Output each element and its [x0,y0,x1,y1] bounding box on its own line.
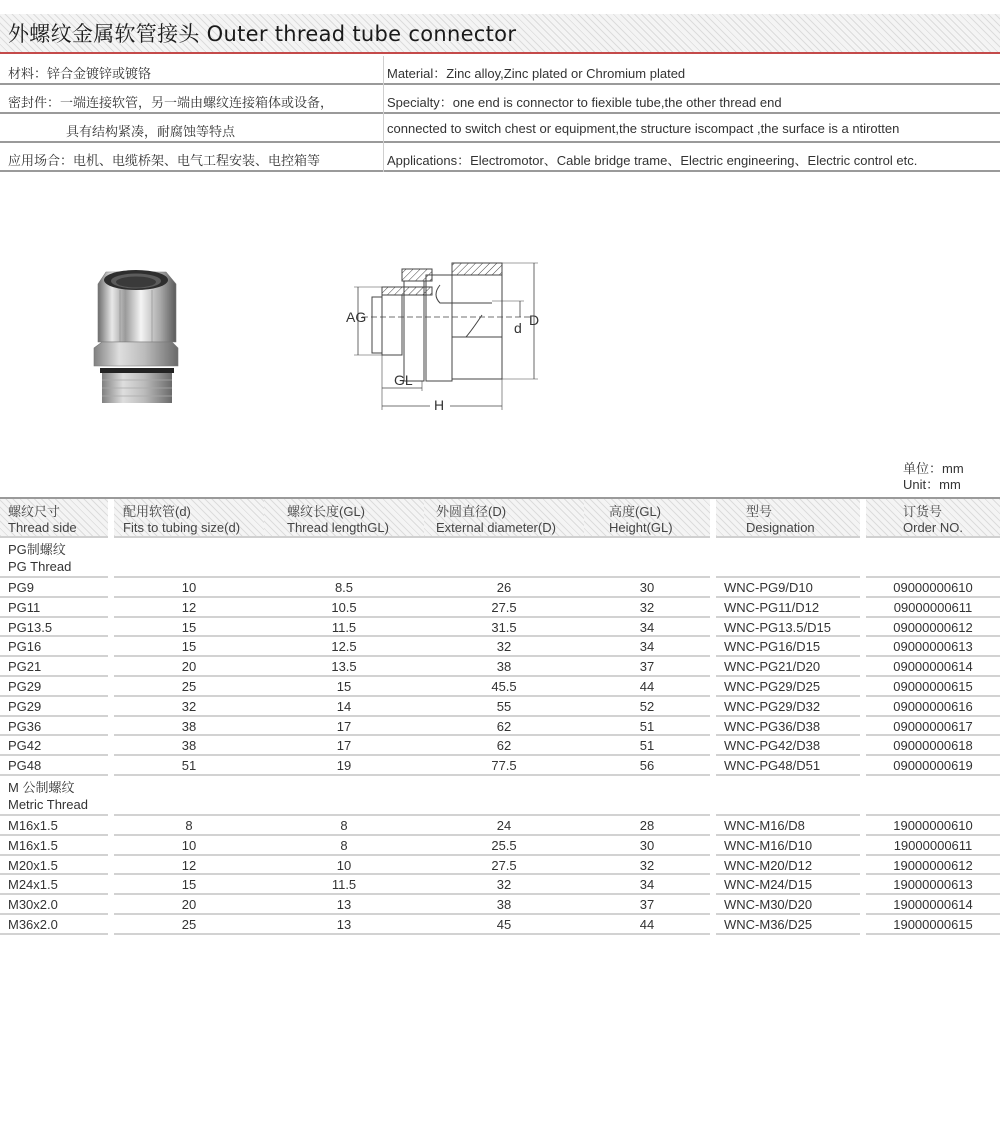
cell-thread-length: 15 [264,677,424,697]
cell-tubing-size: 12 [114,598,264,618]
cell-thread-length: 17 [264,736,424,756]
cell-order-no: 09000000618 [866,736,1000,756]
cell-thread-length: 14 [264,697,424,717]
product-photo [92,262,180,412]
cell-height: 34 [584,618,710,638]
cell-designation: WNC-PG9/D10 [716,578,860,598]
cell-external-diameter: 38 [424,895,584,915]
label-gl: GL [394,372,413,388]
label-d-inner: d [514,320,522,336]
cell-tubing-size: 15 [114,618,264,638]
label-ag: AG [346,309,367,325]
table-row [0,756,1000,776]
cell-order-no: 09000000611 [866,598,1000,618]
header-en: Designation [746,520,815,535]
cell-tubing-size: 38 [114,736,264,756]
cell-tubing-size: 25 [114,677,264,697]
cell-order-no: 09000000612 [866,618,1000,638]
cell-tubing-size: 38 [114,717,264,737]
cell-order-no: 19000000610 [866,816,1000,836]
cell-thread-length: 11.5 [264,875,424,895]
cell-thread-length: 8 [264,816,424,836]
cell-thread-side: M16x1.5 [0,816,108,836]
divider [383,85,384,114]
info-row-specialty [0,85,1000,114]
info-row-applications [0,143,1000,172]
cell-thread-side: PG16 [0,637,108,657]
cell-height: 51 [584,717,710,737]
group-row [0,776,1000,816]
cell-external-diameter: 25.5 [424,836,584,856]
cell-external-diameter: 62 [424,717,584,737]
cell-external-diameter: 32 [424,637,584,657]
cell-thread-side: PG9 [0,578,108,598]
cell-tubing-size: 10 [114,578,264,598]
info-en: Material：Zinc alloy,Zinc plated or Chromium plated [387,66,686,81]
cell-order-no: 19000000614 [866,895,1000,915]
cell-external-diameter: 26 [424,578,584,598]
cell-order-no: 19000000615 [866,915,1000,935]
table-row [0,736,1000,756]
header-en: Thread side [8,520,77,535]
cell-thread-length: 11.5 [264,618,424,638]
cell-order-no: 09000000610 [866,578,1000,598]
table-row [0,816,1000,836]
info-row-specialty-cont [0,114,1000,143]
info-en: Specialty：one end is connector to fiexible tube,the other thread end [387,95,782,110]
cell-thread-side: M16x1.5 [0,836,108,856]
cell-thread-side: PG29 [0,697,108,717]
cell-order-no: 19000000613 [866,875,1000,895]
table-row [0,875,1000,895]
cell-designation: WNC-M30/D20 [716,895,860,915]
unit-en: Unit：mm [903,477,961,492]
info-en: Applications：Electromotor、Cable bridge trame、Electric engineering、Electric control etc. [387,153,918,168]
header-cn: 螺纹长度(GL) [287,504,366,519]
cell-height: 51 [584,736,710,756]
cell-height: 37 [584,895,710,915]
cell-external-diameter: 31.5 [424,618,584,638]
info-en: connected to switch chest or equipment,the structure iscompact ,the surface is a ntirotten [387,121,900,136]
cell-designation: WNC-PG29/D32 [716,697,860,717]
cell-tubing-size: 51 [114,756,264,776]
header-order-no [866,499,1000,538]
header-en: Height(GL) [609,520,673,535]
group-label-en: Metric Thread [8,796,88,812]
cell-thread-side: PG11 [0,598,108,618]
cell-designation: WNC-PG36/D38 [716,717,860,737]
table-row [0,618,1000,638]
drawing-svg [342,255,552,415]
cell-thread-length: 17 [264,717,424,737]
group-label-en: PG Thread [8,559,72,574]
cell-order-no: 09000000617 [866,717,1000,737]
cell-thread-length: 8 [264,836,424,856]
table-row [0,598,1000,618]
header-cn: 外圆直径(D) [436,504,507,519]
table-row [0,677,1000,697]
cell-designation: WNC-M16/D10 [716,836,860,856]
cell-height: 56 [584,756,710,776]
cell-thread-side: PG21 [0,657,108,677]
cell-thread-side: M36x2.0 [0,915,108,935]
cell-order-no: 09000000613 [866,637,1000,657]
label-d-outer: D [529,312,540,328]
cell-order-no: 19000000611 [866,836,1000,856]
cell-external-diameter: 38 [424,657,584,677]
cell-designation: WNC-PG21/D20 [716,657,860,677]
cell-external-diameter: 45.5 [424,677,584,697]
divider [383,56,384,85]
cell-thread-side: PG42 [0,736,108,756]
cell-order-no: 09000000616 [866,697,1000,717]
header-designation [716,499,860,538]
cell-height: 32 [584,856,710,876]
label-h: H [434,397,445,413]
cell-order-no: 19000000612 [866,856,1000,876]
cell-height: 34 [584,637,710,657]
group-label-cn: PG制螺纹 [8,542,66,557]
table-row [0,915,1000,935]
header-en: Order NO. [903,520,963,535]
cell-designation: WNC-PG16/D15 [716,637,860,657]
cell-thread-side: PG48 [0,756,108,776]
spec-info [0,56,1000,172]
cell-thread-length: 13 [264,895,424,915]
info-cn: 密封件：一端连接软管，另一端由螺纹连接箱体或设备， [8,96,334,111]
page-title: 外螺纹金属软管接头 Outer thread tube connector [8,22,517,46]
divider [383,143,384,172]
header-thread-length [264,499,424,538]
cell-designation: WNC-PG42/D38 [716,736,860,756]
cell-thread-side: M20x1.5 [0,856,108,876]
cell-thread-length: 13.5 [264,657,424,677]
cell-thread-length: 10 [264,856,424,876]
info-cn: 具有结构紧凑，耐腐蚀等特点 [66,125,236,140]
cell-tubing-size: 15 [114,637,264,657]
unit-note [903,461,964,493]
table-row [0,697,1000,717]
table-row [0,578,1000,598]
cell-tubing-size: 15 [114,875,264,895]
header-en: Thread lengthGL) [287,520,389,535]
cell-height: 34 [584,875,710,895]
table-row [0,836,1000,856]
cell-designation: WNC-PG13.5/D15 [716,618,860,638]
header-height [584,499,710,538]
cell-order-no: 09000000614 [866,657,1000,677]
spec-table [0,497,1000,935]
header-en: Fits to tubing size(d) [123,520,241,535]
table-header [0,497,1000,538]
cell-thread-side: PG36 [0,717,108,737]
cell-external-diameter: 77.5 [424,756,584,776]
cell-height: 30 [584,836,710,856]
cell-tubing-size: 10 [114,836,264,856]
cell-tubing-size: 32 [114,697,264,717]
cell-tubing-size: 20 [114,657,264,677]
cell-order-no: 09000000619 [866,756,1000,776]
cell-external-diameter: 55 [424,697,584,717]
cell-thread-side: PG29 [0,677,108,697]
cell-external-diameter: 27.5 [424,856,584,876]
cell-height: 52 [584,697,710,717]
cell-tubing-size: 20 [114,895,264,915]
unit-cn: 单位：mm [903,461,964,476]
cell-height: 30 [584,578,710,598]
cell-height: 44 [584,915,710,935]
header-thread-side [0,499,108,538]
header-cn: 高度(GL) [609,504,662,519]
header-external-diameter [424,499,584,538]
header-cn: 型号 [746,504,773,519]
group-label [8,779,88,813]
cell-designation: WNC-M16/D8 [716,816,860,836]
table-row [0,895,1000,915]
table-row [0,717,1000,737]
cell-external-diameter: 24 [424,816,584,836]
cell-thread-length: 12.5 [264,637,424,657]
cell-height: 32 [584,598,710,618]
cell-external-diameter: 62 [424,736,584,756]
header-cn: 订货号 [903,504,943,519]
header-en: External diameter(D) [436,520,556,535]
group-row [0,538,1000,578]
divider [383,114,384,143]
cell-designation: WNC-PG48/D51 [716,756,860,776]
cell-external-diameter: 32 [424,875,584,895]
info-cn: 应用场合：电机、电缆桥架、电气工程安装、电控箱等 [8,154,321,169]
technical-drawing [342,255,552,415]
table-row [0,657,1000,677]
cell-thread-side: M30x2.0 [0,895,108,915]
title-bar [0,14,1000,54]
table-body [0,538,1000,935]
cell-thread-length: 8.5 [264,578,424,598]
cell-designation: WNC-PG11/D12 [716,598,860,618]
info-cn: 材料：锌合金镀锌或镀铬 [8,67,152,82]
cell-tubing-size: 12 [114,856,264,876]
cell-thread-length: 19 [264,756,424,776]
group-label [8,541,71,575]
cell-thread-length: 10.5 [264,598,424,618]
info-row-material [0,56,1000,85]
cell-external-diameter: 45 [424,915,584,935]
cell-thread-side: M24x1.5 [0,875,108,895]
header-tubing-size [114,499,264,538]
table-row [0,856,1000,876]
cell-external-diameter: 27.5 [424,598,584,618]
cell-designation: WNC-M24/D15 [716,875,860,895]
cell-designation: WNC-M20/D12 [716,856,860,876]
cell-designation: WNC-M36/D25 [716,915,860,935]
table-row [0,637,1000,657]
cell-tubing-size: 8 [114,816,264,836]
cell-designation: WNC-PG29/D25 [716,677,860,697]
cell-height: 28 [584,816,710,836]
cell-order-no: 09000000615 [866,677,1000,697]
cell-height: 37 [584,657,710,677]
cell-thread-side: PG13.5 [0,618,108,638]
cell-thread-length: 13 [264,915,424,935]
header-cn: 螺纹尺寸 [8,504,61,519]
group-label-cn: M 公制螺纹 [8,779,75,795]
header-cn: 配用软管(d) [123,504,191,519]
cell-height: 44 [584,677,710,697]
cell-tubing-size: 25 [114,915,264,935]
